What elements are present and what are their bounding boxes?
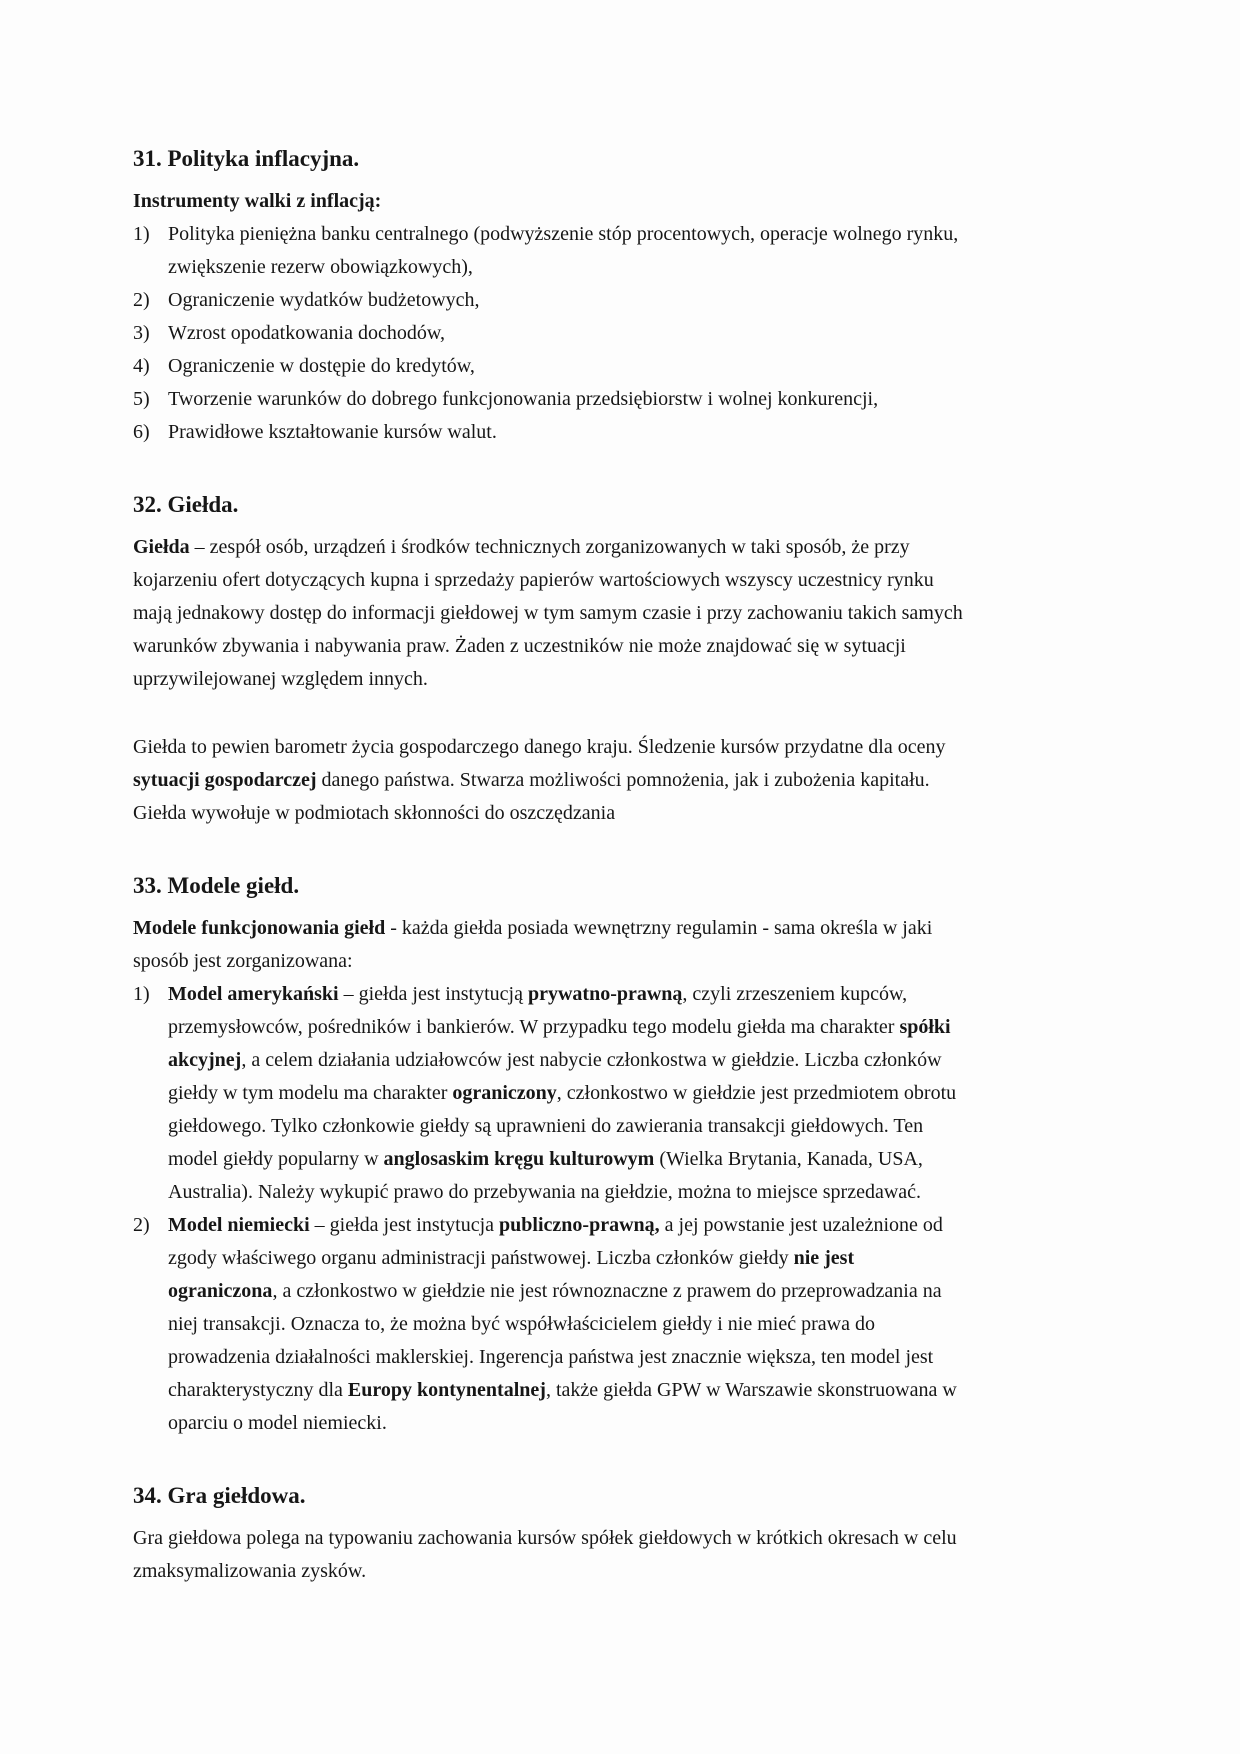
text-run: a jej powstanie jest uzależnione od zgody właściwego organu administracji państwowej. Liczba członków giełdy [168, 1214, 943, 1269]
numbered-list [133, 978, 968, 1440]
text-run: – giełda jest instytucja [309, 1214, 500, 1236]
list-item [133, 416, 968, 449]
bold-text-run: Giełda [133, 536, 190, 558]
text-run: , a celem działania udziałowców jest nabycie członkostwa w giełdzie. Liczba członków giełdy w tym modelu ma charakter [168, 1049, 942, 1104]
bold-text-run: ograniczony [452, 1082, 557, 1104]
bold-text-run: publiczno-prawną, [499, 1214, 660, 1236]
section-heading: 33. Modele giełd. [133, 873, 300, 898]
list-item [133, 284, 968, 317]
bold-text-run: sytuacji gospodarczej [133, 769, 317, 791]
text-run: – giełda jest instytucją [338, 983, 528, 1005]
text-run: Ograniczenie w dostępie do kredytów, [168, 355, 475, 377]
paragraph [133, 531, 968, 696]
text-run: , także giełda GPW w Warszawie skonstruowana w oparciu o model niemiecki. [168, 1379, 957, 1434]
bold-text-run: Modele funkcjonowania giełd [133, 917, 386, 939]
bold-text-run: Model amerykański [168, 983, 339, 1005]
list-item [133, 317, 968, 350]
text-run: Tworzenie warunków do dobrego funkcjonowania przedsiębiorstw i wolnej konkurencji, [168, 388, 879, 410]
list-item [133, 1209, 968, 1440]
document-section [133, 869, 968, 1440]
list-item [133, 218, 968, 284]
list-item [133, 383, 968, 416]
document-section [133, 142, 968, 449]
text-run: – zespół osób, urządzeń i środków technicznych zorganizowanych w taki sposób, że przy kojarzeniu ofert dotyczących kupna i sprzedaży papierów wartościowych wszyscy uczestnicy rynku mają jednakowy dostęp do informacji giełdowej w tym samym czasie i przy zachowaniu takich samych warunków zbywania i nabywania praw. Żaden z uczestników nie może znajdować się w sytuacji uprzywilejowanej względem innych. [133, 536, 963, 690]
text-run: , członkostwo w giełdzie jest przedmiotem obrotu giełdowego. Tylko członkowie giełdy są uprawnieni do zawierania transakcji giełdowych. Ten model giełdy popularny w [168, 1082, 957, 1170]
text-run: danego państwa. Stwarza możliwości pomnożenia, jak i zubożenia kapitału. Giełda wywołuje w podmiotach skłonności do oszczędzania [133, 769, 930, 824]
text-run: Prawidłowe kształtowanie kursów walut. [168, 421, 497, 443]
paragraph [133, 1522, 968, 1588]
text-run: , a członkostwo w giełdzie nie jest równoznaczne z prawem do przeprowadzania na niej transakcji. Oznacza to, że można być współwłaścicielem giełdy i nie mieć prawa do prowadzenia działalności maklerskiej. Ingerencja państwa jest znacznie większa, ten model jest charakterystyczny dla [168, 1280, 942, 1401]
text-run: Polityka pieniężna banku centralnego (podwyższenie stóp procentowych, operacje wolnego rynku, zwiększenie rezerw obowiązkowych), [168, 223, 959, 278]
section-heading: 32. Giełda. [133, 492, 239, 517]
text-run: Ograniczenie wydatków budżetowych, [168, 289, 480, 311]
paragraph [133, 731, 968, 830]
text-run: Gra giełdowa polega na typowaniu zachowania kursów spółek giełdowych w krótkich okresach w celu zmaksymalizowania zysków. [133, 1527, 957, 1582]
bold-text-run: nie jest ograniczona [168, 1247, 855, 1302]
document-section [133, 1479, 968, 1588]
bold-text-run: Europy kontynentalnej [347, 1379, 546, 1401]
text-run: (Wielka Brytania, Kanada, USA, Australia). Należy wykupić prawo do przebywania na giełdzie, można to miejsce sprzedawać. [168, 1148, 923, 1203]
list-item [133, 978, 968, 1209]
text-run: Giełda to pewien barometr życia gospodarczego danego kraju. Śledzenie kursów przydatne dla oceny [133, 736, 946, 758]
section-heading: 31. Polityka inflacyjna. [133, 146, 360, 171]
document-section [133, 488, 968, 830]
text-run: , czyli zrzeszeniem kupców, przemysłowców, pośredników i bankierów. W przypadku tego modelu giełda ma charakter [168, 983, 908, 1038]
bold-text-run: Model niemiecki [168, 1214, 310, 1236]
paragraph [133, 185, 968, 218]
list-item [133, 350, 968, 383]
bold-text-run: Instrumenty walki z inflacją: [133, 190, 382, 212]
numbered-list [133, 218, 968, 449]
paragraph [133, 912, 968, 978]
bold-text-run: prywatno-prawną [527, 983, 683, 1005]
bold-text-run: anglosaskim kręgu kulturowym [383, 1148, 655, 1170]
section-heading: 34. Gra giełdowa. [133, 1483, 306, 1508]
text-run: - każda giełda posiada wewnętrzny regulamin - sama określa w jaki sposób jest zorganizowana: [133, 917, 933, 972]
bold-text-run: spółki akcyjnej [168, 1016, 951, 1071]
text-run: Wzrost opodatkowania dochodów, [168, 322, 445, 344]
